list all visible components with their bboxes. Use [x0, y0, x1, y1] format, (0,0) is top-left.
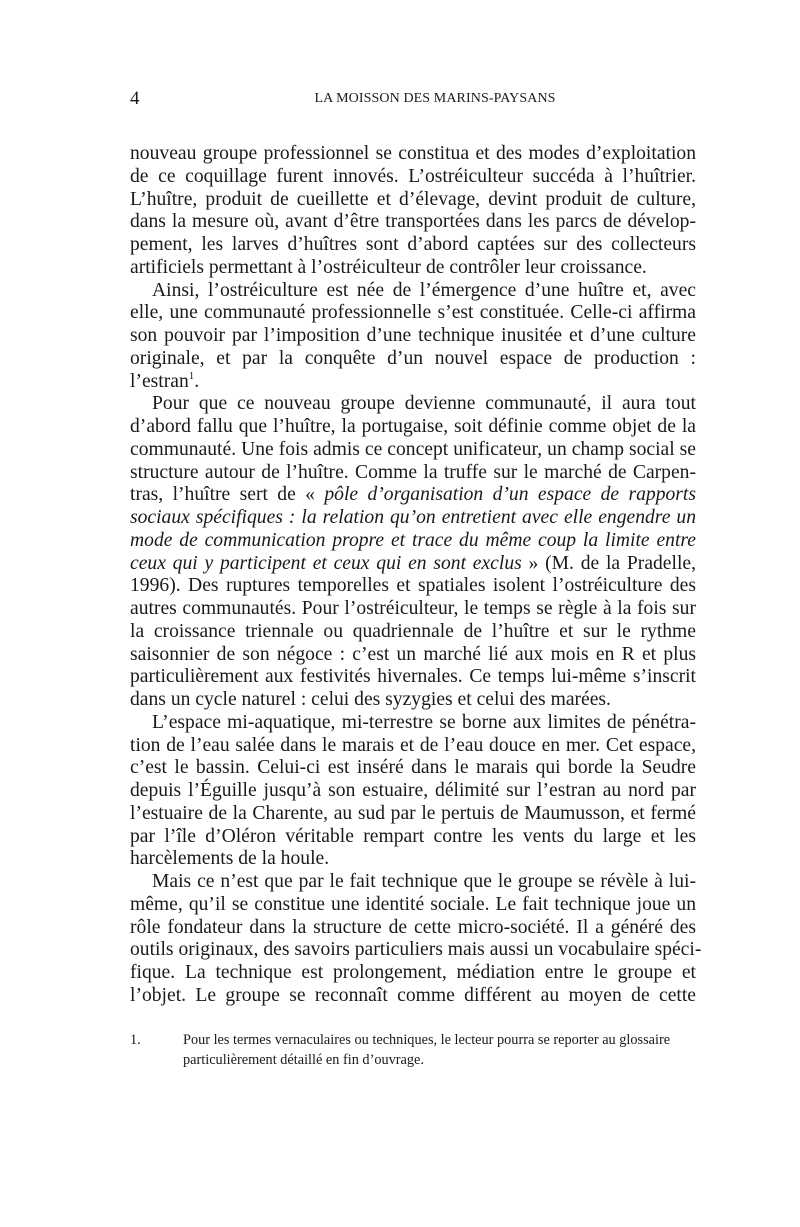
text-segment: c’est le bassin. Celui-ci est inséré dans le marais qui borde la Seudre	[130, 757, 696, 779]
text-line	[130, 348, 696, 371]
text-line	[130, 575, 696, 598]
text-line	[130, 871, 696, 894]
text-segment: même, qu’il se constitue une identité sociale. Le fait technique joue un	[130, 893, 696, 915]
text-segment: structure autour de l’huître. Comme la truffe sur le marché de Carpen-	[130, 461, 696, 483]
text-segment: rôle fondateur dans la structure de cette micro-société. Il a généré des	[130, 916, 696, 938]
text-line	[130, 416, 696, 439]
text-line	[130, 894, 696, 917]
text-line	[130, 484, 696, 507]
text-segment: l’objet. Le groupe se reconnaît comme différent au moyen de cette	[130, 984, 696, 1006]
text-line	[130, 302, 696, 325]
text-segment: particulièrement aux festivités hivernales. Ce temps lui-même s’inscrit	[130, 666, 696, 688]
text-line	[130, 939, 702, 962]
text-segment: harcèlements de la houle.	[130, 848, 330, 870]
text-segment: 1996). Des ruptures temporelles et spatiales isolent l’ostréiculture des	[130, 575, 696, 597]
text-line	[130, 234, 696, 257]
text-line	[130, 257, 696, 280]
text-segment: saisonnier de son négoce : c’est un marché lié aux mois en R et plus	[130, 643, 696, 665]
text-line	[130, 553, 696, 576]
text-line	[130, 507, 696, 530]
text-segment: Pour que ce nouveau groupe devienne communauté, il aura tout	[152, 393, 696, 415]
text-segment: L’espace mi-aquatique, mi-terrestre se borne aux limites de pénétra-	[152, 711, 696, 733]
text-line	[130, 371, 696, 394]
text-line	[130, 280, 696, 303]
body-text	[130, 143, 702, 1008]
text-line	[130, 439, 696, 462]
text-line	[130, 644, 696, 667]
text-segment: autres communautés. Pour l’ostréiculteur, le temps se règle à la fois sur	[130, 598, 696, 619]
text-line	[130, 735, 696, 758]
text-line	[130, 689, 696, 712]
text-line	[130, 393, 696, 416]
text-segment: par l’île d’Oléron véritable rempart contre les vents du large et les	[130, 825, 696, 847]
italic-quote: ceux qui y participent et ceux qui en sont exclus	[130, 552, 522, 574]
italic-quote: pôle d’organisation d’un espace de rapports	[324, 484, 696, 506]
footnote-reference: 1	[188, 369, 195, 382]
text-line	[130, 985, 696, 1008]
italic-quote: mode de communication propre et trace du même coup la limite entre	[130, 529, 696, 551]
page-number: 4	[130, 88, 140, 109]
text-line	[130, 143, 696, 166]
text-segment: son pouvoir par l’imposition d’une technique inusitée et d’une culture	[130, 325, 696, 346]
text-line	[130, 598, 696, 621]
text-segment: d’abord fallu que l’huître, la portugaise, soit définie comme objet de la	[130, 416, 696, 437]
text-line	[130, 826, 696, 849]
text-segment: Ainsi, l’ostréiculture est née de l’émergence d’une huître et, avec	[152, 279, 696, 301]
text-segment: » (M. de la Pradelle,	[521, 552, 696, 574]
footnote-number: 1.	[130, 1032, 141, 1048]
text-segment: originale, et par la conquête d’un nouvel espace de production :	[130, 347, 696, 369]
footnote-line: Pour les termes vernaculaires ou techniques, le lecteur pourra se reporter au glossaire	[183, 1032, 671, 1048]
text-segment: l’estuaire de la Charente, au sud par le pertuis de Maumusson, et fermé	[130, 802, 696, 824]
text-segment: Mais ce n’est que par le fait technique que le groupe se révèle à lui-	[152, 871, 696, 892]
text-segment: de ce coquillage furent innovés. L’ostréiculteur succéda à l’huîtrier.	[130, 165, 696, 187]
text-line	[130, 780, 696, 803]
text-line	[130, 666, 696, 689]
text-line	[130, 803, 696, 826]
text-segment: pement, les larves d’huîtres sont d’abord captées sur des collecteurs	[130, 234, 696, 255]
footnote-text	[183, 1031, 696, 1070]
text-line	[130, 325, 696, 348]
text-segment: elle, une communauté professionnelle s’est constituée. Celle-ci affirma	[130, 302, 696, 324]
text-line	[130, 621, 696, 644]
text-segment: outils originaux, des savoirs particuliers mais aussi un vocabulaire spéci-	[130, 939, 702, 961]
text-line	[130, 530, 696, 553]
text-segment: tion de l’eau salée dans le marais et de l’eau douce en mer. Cet espace,	[130, 734, 696, 756]
text-segment: dans la mesure où, avant d’être transportées dans les parcs de dévelop-	[130, 211, 696, 233]
text-segment: la croissance triennale ou quadriennale de l’huître et sur le rythme	[130, 620, 696, 642]
text-line	[130, 917, 696, 940]
text-line	[130, 462, 696, 485]
text-line	[130, 962, 696, 985]
text-line	[130, 848, 696, 871]
running-title: LA MOISSON DES MARINS-PAYSANS	[314, 91, 556, 106]
text-segment: depuis l’Éguille jusqu’à son estuaire, délimité sur l’estran au nord par	[130, 780, 696, 801]
text-segment: fique. La technique est prolongement, médiation entre le groupe et	[130, 962, 696, 983]
text-line	[130, 757, 696, 780]
text-line	[130, 166, 696, 189]
text-segment: nouveau groupe professionnel se constitua et des modes d’exploitation	[130, 143, 696, 164]
text-segment: tras, l’huître sert de «	[130, 484, 325, 506]
text-segment: dans un cycle naturel : celui des syzygies et celui des marées.	[130, 689, 611, 710]
text-segment: artificiels permettant à l’ostréiculteur de contrôler leur croissance.	[130, 256, 647, 278]
text-line	[130, 189, 696, 212]
text-segment: communauté. Une fois admis ce concept unificateur, un champ social se	[130, 438, 696, 460]
text-line	[130, 211, 696, 234]
text-segment: l’estran	[130, 370, 189, 392]
text-line	[130, 712, 696, 735]
italic-quote: sociaux spécifiques : la relation qu’on entretient avec elle engendre un	[130, 507, 696, 528]
text-segment: .	[194, 370, 200, 392]
footnote-line: particulièrement détaillé en fin d’ouvrage.	[183, 1051, 424, 1068]
text-segment: L’huître, produit de cueillette et d’élevage, devint produit de culture,	[130, 188, 696, 210]
